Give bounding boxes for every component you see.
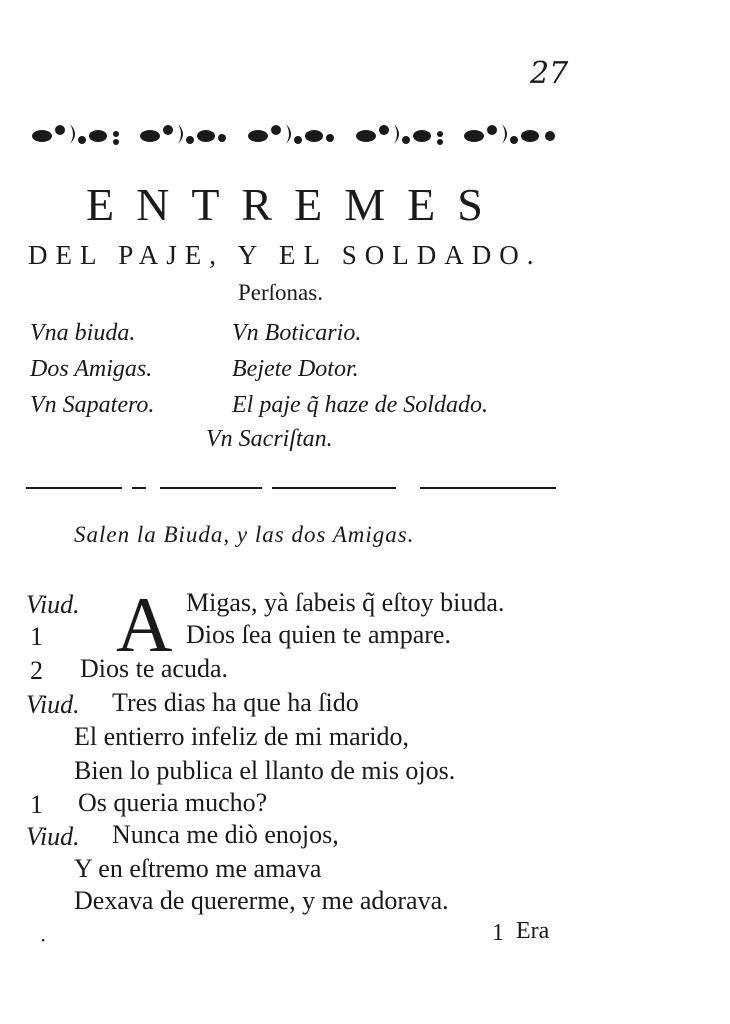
cast-left-1: Vna biuda. (30, 320, 136, 346)
verse-line: Dios te acuda. (80, 654, 229, 683)
ornament-icon (140, 124, 226, 144)
catchword: Era (516, 918, 550, 944)
cast-right-3: El paje q̃ haze de Soldado. (232, 392, 488, 418)
cast-center: Vn Sacriſtan. (206, 426, 333, 452)
ornament-icon (464, 124, 555, 144)
personas-heading: Perſonas. (238, 280, 323, 305)
verse-line: Nunca me diò enojos, (112, 820, 339, 849)
drop-cap: A (116, 581, 173, 668)
verse-line: Tres dias ha que ha ſido (112, 688, 359, 717)
speaker-label: 1 (30, 790, 43, 819)
speaker-label: Viud. (26, 690, 80, 719)
verse-line: El entierro infeliz de mi marido, (74, 722, 409, 751)
ornament-icon (356, 124, 443, 145)
speaker-label: 2 (30, 656, 43, 685)
verse-line: Dexava de quererme, y me adorava. (74, 886, 449, 915)
verse-line: Os queria mucho? (78, 788, 268, 817)
speaker-label: Viud. (26, 822, 80, 851)
verse-line: Migas, yà ſabeis q̃ eſtoy biuda. (186, 588, 505, 617)
cast-right-1: Vn Boticario. (232, 320, 362, 346)
catchword-number: 1 (492, 920, 504, 946)
speaker-label: Viud. (26, 590, 80, 619)
play-title: ENTREMES (86, 179, 505, 230)
verse-line: Bien lo publica el llanto de mis ojos. (74, 756, 456, 785)
verse-line: Dios ſea quien te ampare. (186, 620, 451, 649)
speaker-label: 1 (30, 622, 43, 651)
cast-left-3: Vn Sapatero. (30, 392, 155, 418)
stage-direction: Salen la Biuda, y las dos Amigas. (74, 522, 415, 547)
cast-right-2: Bejete Dotor. (232, 356, 359, 382)
margin-speck: · (40, 928, 47, 952)
verse-line: Y en eſtremo me amava (74, 854, 322, 883)
ornament-band (26, 116, 566, 156)
play-subtitle: DEL PAJE, Y EL SOLDADO. (28, 240, 542, 270)
ornament-icon (32, 124, 119, 145)
ornament-icon (248, 124, 334, 144)
cast-left-2: Dos Amigas. (30, 356, 153, 382)
divider-rule (26, 486, 556, 490)
page-number: 27 (530, 56, 569, 91)
